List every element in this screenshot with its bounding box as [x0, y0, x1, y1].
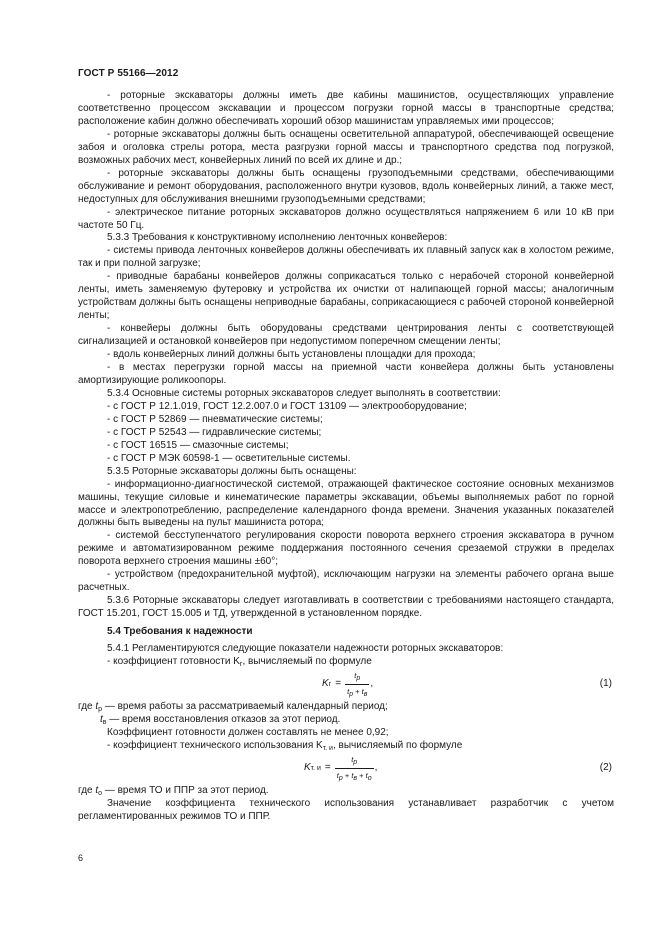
- formula-2: K т. и = $\frac{t_р}{t_р + t_в + t_о}$ ,: [304, 755, 378, 783]
- list-item: - с ГОСТ Р 12.1.019, ГОСТ 12.2.007.0 и ГОСТ 13109 — электрооборудование;: [107, 400, 467, 412]
- list-item: - с ГОСТ Р 52869 — пневматические системы;: [107, 413, 323, 425]
- paragraph: - роторные экскаваторы должны иметь две кабины машинистов, осуществляющих управление соответственно процессом экскавации и процессом погрузки горной массы в транспортные средства; расположение кабин должно обеспечивать хороший обзор машинистам управляемых ими процессов;: [78, 90, 614, 127]
- formula-1-row: [78, 671, 614, 699]
- paragraph: - приводные барабаны конвейеров должны соприкасаться только с нерабочей стороной конвейерной ленты, иметь заменяемую футеровку и устройства их очистки от налипающей горной массы; аналогичным устройствам должны быть оснащены неприводные барабаны, соприкасающиеся с рабочей стороной конвейерной ленты;: [78, 271, 614, 322]
- paragraph: - электрическое питание роторных экскаваторов должно осуществляться напряжением 6 или 10 кВ при частоте 50 Гц.: [78, 206, 614, 231]
- document-header: ГОСТ Р 55166—2012: [78, 68, 179, 79]
- where-line: где $t_о$ — время ТО и ППР за этот период.: [78, 784, 269, 797]
- paragraph: Коэффициент готовности должен составлять не менее 0,92;: [107, 726, 389, 738]
- formula-2-row: [78, 755, 614, 783]
- clause-5-3-5: 5.3.5 Роторные экскаваторы должны быть оснащены:: [107, 465, 357, 477]
- page-number: 6: [78, 853, 84, 863]
- paragraph: - конвейеры должны быть оборудованы средствами центрирования ленты с соответствующей сигнализацией и остановкой конвейеров при недопустимом поперечном смещении ленты;: [78, 323, 614, 348]
- formula-1: K г = $\frac{t_р}{t_р + t_в}$ ,: [322, 671, 374, 699]
- paragraph: - устройством (предохранительной муфтой), исключающим нагрузки на элементы рабочего органа выше расчетных.: [78, 569, 614, 594]
- paragraph: - роторные экскаваторы должны быть оснащены осветительной аппаратурой, обеспечивающей освещение забоя и оголовка стрелы ротора, места разгрузки горной массы и транспортного средства под погрузкой, возможных рабочих мест, конвейерных линий по всей их длине и др.;: [78, 128, 614, 166]
- paragraph: - роторные экскаваторы должны быть оснащены грузоподъемными средствами, обеспечивающими обслуживание и ремонт оборудования, расположенного внутри кузовов, вдоль конвейерных линий, а также мест, недоступных для обслуживания внешними грузоподъемными средствами;: [78, 167, 614, 205]
- paragraph: Значение коэффициента технического использования устанавливает разработчик с учетом регламентированных режимов ТО и ППР.: [78, 797, 614, 822]
- clause-5-3-3: 5.3.3 Требования к конструктивному исполнению ленточных конвейеров:: [107, 232, 448, 244]
- list-item: - с ГОСТ 16515 — смазочные системы;: [107, 439, 289, 451]
- list-item: - с ГОСТ Р 52543 — гидравлические системы;: [107, 426, 322, 438]
- clause-5-4-1: 5.4.1 Регламентируются следующие показатели надежности роторных экскаваторов:: [107, 643, 504, 655]
- paragraph: - в местах перегрузки горной массы на приемной части конвейера должны быть установлены амортизирующие роликоопоры.: [78, 362, 614, 386]
- coefficient-ready-line: - коэффициент готовности $K_г$, вычисляемый по формуле: [107, 655, 372, 668]
- clause-5-3-6: 5.3.6 Роторные экскаваторы следует изготавливать в соответствии с требованиями настоящего стандарта, ГОСТ 15.201, ГОСТ 15.005 и ТД, утвержденной в установленном порядке.: [78, 595, 614, 620]
- fraction: $\frac{t_р}{t_р + t_в}$: [347, 671, 368, 699]
- paragraph: - системы привода ленточных конвейеров должны обеспечивать их плавный запуск как в холостом режиме, так и при полной загрузке;: [78, 245, 614, 270]
- formula-number: (2): [599, 761, 612, 773]
- clause-5-3-4: 5.3.4 Основные системы роторных экскаваторов следует выполнять в соответствии:: [107, 387, 501, 399]
- coefficient-usage-line: - коэффициент технического использования $K_{т. и}$, вычисляемый по формуле: [107, 739, 463, 752]
- where-line: $t_в$ — время восстановления отказов за этот период.: [100, 713, 341, 726]
- page-body: [78, 90, 614, 824]
- list-item: - с ГОСТ Р МЭК 60598-1 — осветительные системы.: [107, 452, 351, 464]
- where-line: где $t_р$ — время работы за рассматриваемый календарный период;: [78, 700, 388, 713]
- paragraph: - системой бесступенчатого регулирования скорости поворота верхнего строения экскаватора в ручном режиме и автоматизированном режиме поддержания постоянного сечения срезаемой стружки в пределах поворота верхнего строения машины ±60°;: [78, 530, 614, 568]
- paragraph: - информационно-диагностической системой, отражающей фактическое состояние основных механизмов машины, текущие силовые и кинематические параметры экскавации, объемы выполняемых работ по горной массе и электропотреблению, распределение календарного фонда времени. Значения указанных показателей должны быть выведены на пульт машиниста ротора;: [78, 478, 614, 529]
- section-title: 5.4 Требования к надежности: [107, 626, 253, 638]
- paragraph: - вдоль конвейерных линий должны быть установлены площадки для прохода;: [107, 349, 476, 361]
- fraction: $\frac{t_р}{t_р + t_в + t_о}$: [336, 755, 372, 783]
- formula-number: (1): [599, 677, 612, 689]
